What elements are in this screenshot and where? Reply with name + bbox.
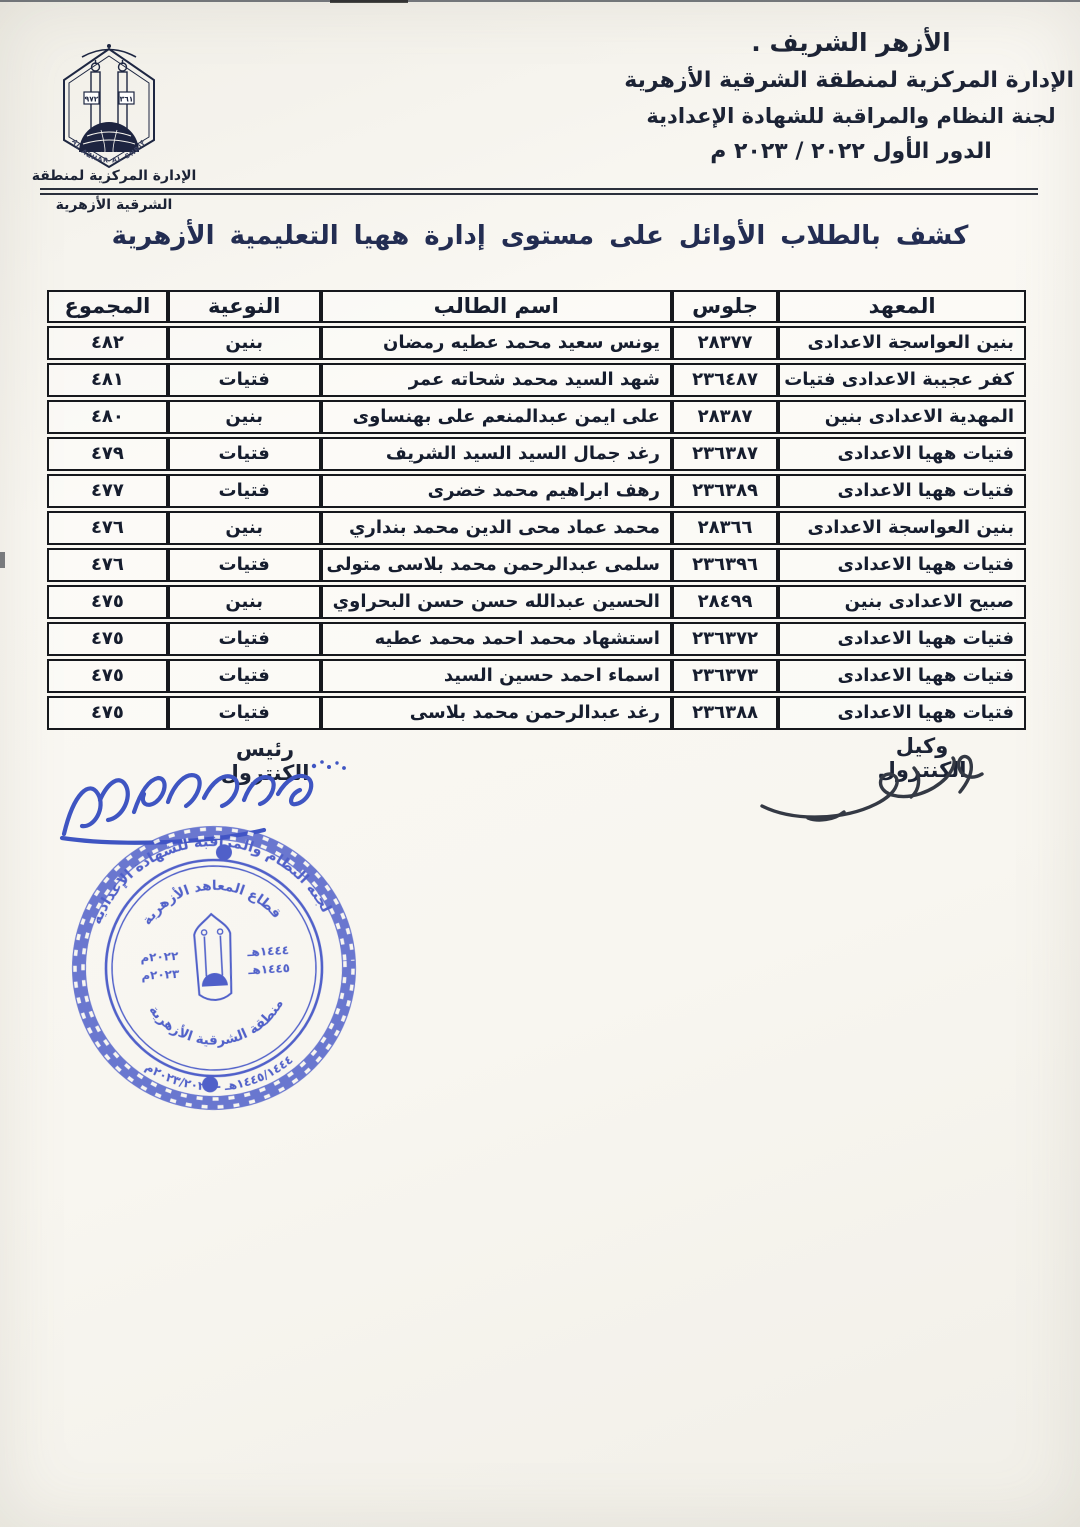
stamp-year-ad-2: ٢٠٢٣م	[140, 966, 180, 983]
type-cell: فتيات	[168, 696, 321, 730]
student-name-cell: سلمى عبدالرحمن محمد بلاسى متولى	[321, 548, 672, 582]
type-cell: فتيات	[168, 622, 321, 656]
top-students-table	[47, 287, 1026, 733]
student-name-cell: رغد عبدالرحمن محمد بلاسى	[321, 696, 672, 730]
student-name-cell: اسماء احمد حسين السيد	[321, 659, 672, 693]
seat-number-cell: ٢٨٣٨٧	[672, 400, 778, 434]
logo-caption-line1: الإدارة المركزية لمنطقة	[31, 168, 197, 184]
stamp-sector-text: قطاع المعاهد الأزهرية	[138, 877, 285, 929]
table-row	[47, 585, 1026, 619]
type-cell: فتيات	[168, 659, 321, 693]
seat-number-cell: ٢٣٦٣٨٨	[672, 696, 778, 730]
table-row	[47, 474, 1026, 508]
type-cell: بنين	[168, 585, 321, 619]
student-name-cell: استشهاد محمد احمد محمد عطيه	[321, 622, 672, 656]
total-cell: ٤٧٩	[47, 437, 168, 471]
table-row	[47, 659, 1026, 693]
total-cell: ٤٧٥	[47, 585, 168, 619]
total-cell: ٤٧٦	[47, 548, 168, 582]
logo-caption-line2: الشرقية الأزهرية	[55, 197, 173, 213]
institute-cell: المهدية الاعدادى بنين	[778, 400, 1026, 434]
table-row	[47, 437, 1026, 471]
total-cell: ٤٨١	[47, 363, 168, 397]
student-name-cell: رهف ابراهيم محمد خضرى	[321, 474, 672, 508]
seat-number-cell: ٢٣٦٣٩٦	[672, 548, 778, 582]
scan-mark	[330, 0, 408, 3]
stamp-ring-text: لجنة النظام والمراقبة للشهادة الإعدادية	[88, 834, 334, 927]
founding-year-left: ٩٧٢	[84, 94, 99, 104]
type-header: النوعية	[168, 290, 321, 323]
institute-cell: فتيات ههيا الاعدادى	[778, 548, 1026, 582]
table-row	[47, 400, 1026, 434]
type-cell: بنين	[168, 511, 321, 545]
page-title: كشف بالطلاب الأوائل على مستوى إدارة ههيا التعليمية الأزهرية	[111, 221, 969, 251]
total-cell: ٤٧٥	[47, 622, 168, 656]
stamp-ring-dates: ١٤٤٥/١٤٤٤هـ - ٢٠٢٣/٢٠٢٢م	[142, 1052, 296, 1094]
scan-mark	[0, 552, 5, 568]
scan-edge-artifact	[0, 0, 1080, 2]
institute-cell: فتيات ههيا الاعدادى	[778, 437, 1026, 471]
seat-number-cell: ٢٣٦٣٨٩	[672, 474, 778, 508]
table-row	[47, 696, 1026, 730]
vice-controller-label: وكيل الكنترول	[877, 734, 967, 782]
student-name-cell: يونس سعيد محمد عطيه رمضان	[321, 326, 672, 360]
founding-year-right: ٣٦١	[119, 94, 134, 104]
institute-cell: فتيات ههيا الاعدادى	[778, 696, 1026, 730]
seat-header: جلوس	[672, 290, 778, 323]
committee-line: لجنة النظام والمراقبة للشهادة الإعدادية	[646, 104, 1056, 128]
type-cell: فتيات	[168, 474, 321, 508]
student-name-cell: الحسين عبدالله حسن حسن البحراوي	[321, 585, 672, 619]
total-cell: ٤٧٥	[47, 659, 168, 693]
institute-cell: بنين العواسجة الاعدادى	[778, 511, 1026, 545]
controller-head-label: رئيس الكنترول	[220, 737, 310, 785]
total-cell: ٤٨٢	[47, 326, 168, 360]
institute-cell: فتيات ههيا الاعدادى	[778, 622, 1026, 656]
header-divider-rule	[40, 188, 1038, 195]
letterhead	[624, 28, 1074, 164]
student-name-cell: محمد عماد محى الدين محمد بنداري	[321, 511, 672, 545]
committee-stamp	[56, 810, 371, 1125]
institute-cell: بنين العواسجة الاعدادى	[778, 326, 1026, 360]
al-azhar-logo-icon	[60, 40, 158, 170]
student-name-cell: على ايمن عبدالمنعم على بهنساوى	[321, 400, 672, 434]
stamp-year-ah-2: ١٤٤٥هـ	[247, 961, 291, 978]
total-cell: ٤٨٠	[47, 400, 168, 434]
table-row	[47, 326, 1026, 360]
institute-cell: صبيح الاعدادى بنين	[778, 585, 1026, 619]
institute-cell: كفر عجيبة الاعدادى فتيات	[778, 363, 1026, 397]
stamp-zone-text: منطقة الشرقية الأزهرية	[145, 996, 287, 1049]
seat-number-cell: ٢٣٦٣٧٢	[672, 622, 778, 656]
stamp-year-ad-1: ٢٠٢٢م	[139, 948, 179, 965]
table-row	[47, 511, 1026, 545]
total-header: المجموع	[47, 290, 168, 323]
central-admin-line: الإدارة المركزية لمنطقة الشرقية الأزهرية	[624, 68, 1074, 93]
student-name-cell: رغد جمال السيد السيد الشريف	[321, 437, 672, 471]
type-cell: فتيات	[168, 437, 321, 471]
table-row	[47, 548, 1026, 582]
type-cell: فتيات	[168, 363, 321, 397]
vice-controller-signature	[748, 748, 996, 834]
type-cell: بنين	[168, 326, 321, 360]
institute-cell: فتيات ههيا الاعدادى	[778, 659, 1026, 693]
student-name-cell: شهد السيد محمد شحاته عمر	[321, 363, 672, 397]
total-cell: ٤٧٧	[47, 474, 168, 508]
svg-text:منطقة الشرقية الأزهرية	[145, 996, 289, 1053]
institute-header: المعهد	[778, 290, 1026, 323]
seat-number-cell: ٢٨٤٩٩	[672, 585, 778, 619]
results-table-body	[47, 326, 1026, 730]
table-row	[47, 363, 1026, 397]
seat-number-cell: ٢٨٣٧٧	[672, 326, 778, 360]
table-header-row	[47, 290, 1026, 323]
seat-number-cell: ٢٣٦٣٧٣	[672, 659, 778, 693]
org-name: الأزهر الشريف .	[751, 28, 951, 57]
total-cell: ٤٧٦	[47, 511, 168, 545]
seat-number-cell: ٢٨٣٦٦	[672, 511, 778, 545]
total-cell: ٤٧٥	[47, 696, 168, 730]
student-name-header: اسم الطالب	[321, 290, 672, 323]
seat-number-cell: ٢٣٦٣٨٧	[672, 437, 778, 471]
session-year-line: الدور الأول ٢٠٢٢ / ٢٠٢٣ م	[710, 139, 992, 164]
type-cell: فتيات	[168, 548, 321, 582]
stamp-year-ah-1: ١٤٤٤هـ	[246, 943, 290, 960]
institute-cell: فتيات ههيا الاعدادى	[778, 474, 1026, 508]
seat-number-cell: ٢٣٦٤٨٧	[672, 363, 778, 397]
type-cell: بنين	[168, 400, 321, 434]
logo-ring-text: AL AZHAR AL SHRIF	[70, 137, 148, 165]
table-row	[47, 622, 1026, 656]
stamp-mosque-icon	[193, 913, 233, 1001]
